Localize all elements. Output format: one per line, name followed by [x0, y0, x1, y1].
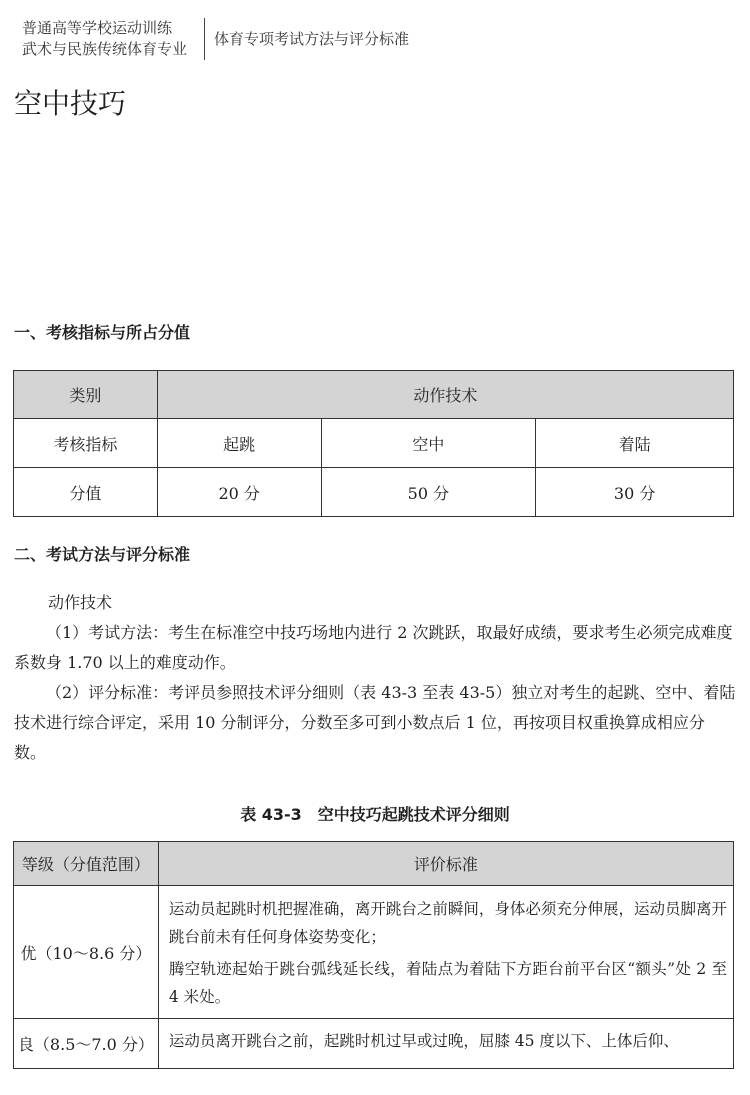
criteria-header: 评价标准	[158, 842, 733, 886]
score-allocation-table	[13, 370, 734, 517]
scoring-standard-paragraph: （2）评分标准：考评员参照技术评分细则（表 43-3 至表 43-5）独立对考生的起跳、空中、着陆技术进行综合评定，采用 10 分制评分，分数至多可到小数点后 1 位，再按项目权重换算成相应分数。	[14, 683, 736, 762]
criteria-excellent-line1: 运动员起跳时机把握准确，离开跳台之前瞬间，身体必须充分伸展，运动员脚离开跳台前未有任何身体姿势变化；	[168, 900, 727, 946]
score-takeoff: 20 分	[157, 468, 321, 517]
criteria-good-line1: 运动员离开跳台之前，起跳时机过早或过晚，屈膝 45 度以下、上体后仰、	[168, 1032, 679, 1050]
action-technique-cell: 动作技术	[157, 371, 733, 419]
category-label-cell: 类别	[14, 371, 158, 419]
section1-heading: 一、考核指标与所占分值	[14, 323, 191, 342]
score-label-cell: 分值	[14, 468, 158, 517]
header-left-line1: 普通高等学校运动训练	[22, 19, 173, 37]
grade-excellent: 优（10～8.6 分）	[14, 886, 159, 1019]
takeoff-criteria-table	[13, 841, 734, 1069]
header-right: 体育专项考试方法与评分标准	[214, 30, 410, 48]
indicator-takeoff: 起跳	[157, 419, 321, 468]
page-header	[22, 18, 522, 60]
grade-header: 等级（分值范围）	[14, 842, 159, 886]
header-left	[22, 18, 187, 60]
score-landing: 30 分	[536, 468, 734, 517]
page-title: 空中技巧	[14, 87, 127, 120]
header-divider	[204, 18, 205, 60]
indicator-landing: 着陆	[536, 419, 734, 468]
criteria-good	[158, 1019, 733, 1069]
criteria-excellent-line2: 腾空轨迹起始于跳台弧线延长线，着陆点为着陆下方距台前平台区“额头”处 2 至 4 米处。	[168, 960, 727, 1006]
indicator-air: 空中	[321, 419, 536, 468]
grade-good: 良（8.5～7.0 分）	[14, 1019, 159, 1069]
score-air: 50 分	[321, 468, 536, 517]
table-caption: 表 43-3 空中技巧起跳技术评分细则	[240, 805, 510, 824]
subheading-action-technique: 动作技术	[48, 593, 113, 612]
header-left-line2: 武术与民族传统体育专业	[22, 40, 188, 58]
indicator-label-cell: 考核指标	[14, 419, 158, 468]
exam-method-paragraph: （1）考试方法：考生在标准空中技巧场地内进行 2 次跳跃，取最好成绩，要求考生必须完成难度系数身 1.70 以上的难度动作。	[14, 623, 733, 672]
criteria-excellent	[158, 886, 733, 1019]
section2-heading: 二、考试方法与评分标准	[14, 545, 191, 564]
